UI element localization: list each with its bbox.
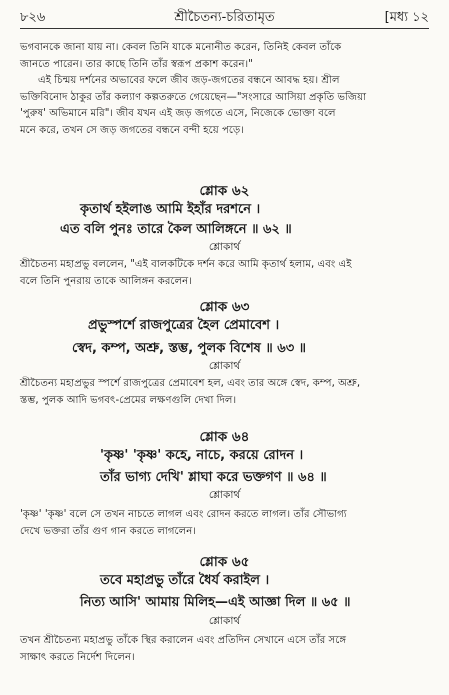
translation-label: শ্লোকার্থ: [208, 615, 241, 627]
translation-line: বলে তিনি পুনরায় তাকে আলিঙ্গন করলেন।: [20, 275, 192, 287]
verse-heading: শ্লোক ৬৪: [199, 429, 250, 445]
verse-line: তাঁর ভাগ্য দেখি' শ্লাঘা করে ভক্তগণ ॥ ৬৪ ॥: [100, 470, 327, 485]
page-number: ৮২৬: [20, 10, 46, 25]
verse-line: এত বলি পুনঃ তারে কৈল আলিঙ্গনে ॥ ৬২ ॥: [60, 222, 292, 237]
verse-heading: শ্লোক ৬৩: [199, 299, 250, 315]
translation-text: [20, 633, 429, 666]
translation-text: [20, 376, 429, 409]
verse-heading: শ্লোক ৬৫: [199, 554, 250, 570]
translation-line: শ্রীচৈতন্য মহাপ্রভু বললেন, "এই বালকটিকে দর্শন করে আমি কৃতার্থ হলাম, এবং এই: [20, 259, 352, 270]
translation-line: তখন শ্রীচৈতন্য মহাপ্রভু তাঁকে স্থির করালেন এবং প্রতিদিন সেখানে এসে তাঁর সঙ্গে: [20, 635, 347, 646]
translation-text: [20, 507, 429, 540]
intro-line: এই চিন্ময় দর্শনের অভাবের ফলে জীব জড়-জগতের বন্ধনে আবদ্ধ হয়। শ্রীল: [38, 75, 340, 86]
translation-label: শ্লোকার্থ: [208, 489, 241, 501]
verse-line: নিত্য আসি' আমায় মিলিহ—এই আজ্ঞা দিল ॥ ৬৫ ॥: [80, 595, 351, 610]
verse-line: কৃতার্থ হইলাঙ আমি ইহাঁর দরশনে ।: [80, 202, 261, 217]
intro-line: জানতে পারেন। তার কাছে তিনি তাঁর স্বরূপ প্রকাশ করেন।": [20, 58, 253, 70]
intro-line: ভগবানকে জানা যায় না। কেবল তিনি যাকে মনোনীত করেন, তিনিই কেবল তাঁকে: [20, 42, 342, 53]
intro-line: 'পুরুষ' অভিমানে মরি"। জীব যখন এই জড় জগতে এসে, নিজেকে ভোক্তা বলে: [20, 108, 336, 119]
translation-line: শ্রীচৈতন্য মহাপ্রভুর স্পর্শে রাজপুত্রের প্রেমাবেশ হল, এবং তার অঙ্গে স্বেদ, কম্প, অশ্রু,: [20, 378, 361, 389]
verse-line: তবে মহাপ্রভু তাঁরে ধৈর্য করাইল ।: [100, 573, 270, 588]
intro-line: ভক্তিবিনোদ ঠাকুর তাঁর কল্যাণ কল্পতরুতে গেয়েছেন—"সংসারে আসিয়া প্রকৃতি ভজিয়া: [20, 91, 367, 103]
translation-line: স্তম্ভ, পুলক আদি ভগবৎ-প্রেমের লক্ষণগুলি দেখা দিল।: [20, 394, 237, 406]
translation-line: সাক্ষাৎ করতে নির্দেশ দিলেন।: [20, 651, 135, 663]
page-header: [20, 6, 429, 29]
book-title: শ্রীচৈতন্য-চরিতামৃত: [174, 10, 275, 25]
verse-heading: শ্লোক ৬২: [199, 183, 250, 199]
verse-line: 'কৃষ্ণ' 'কৃষ্ণ' কহে, নাচে, করয়ে রোদন ।: [100, 448, 304, 463]
intro-text: [20, 40, 429, 139]
verse-line: স্বেদ, কম্প, অশ্রু, স্তম্ভ, পুলক বিশেষ ॥ ৬৩ ॥: [72, 341, 307, 356]
verse-line: প্রভুস্পর্শে রাজপুত্রের হৈল প্রেমাবেশ ।: [88, 318, 280, 333]
translation-text: [20, 257, 429, 290]
section-reference: [মধ্য ১২: [384, 10, 429, 25]
translation-label: শ্লোকার্থ: [208, 360, 241, 372]
translation-label: শ্লোকার্থ: [208, 241, 241, 253]
translation-line: দেখে ভক্তরা তাঁর গুণ গান করতে লাগলেন।: [20, 525, 196, 537]
translation-line: 'কৃষ্ণ' 'কৃষ্ণ' বলে সে তখন নাচতে লাগল এবং রোদন করতে লাগল। তাঁর সৌভাগ্য: [20, 509, 347, 520]
intro-line: মনে করে, তখন সে জড় জগতের বন্ধনে বন্দী হয়ে পড়ে।: [20, 124, 244, 136]
